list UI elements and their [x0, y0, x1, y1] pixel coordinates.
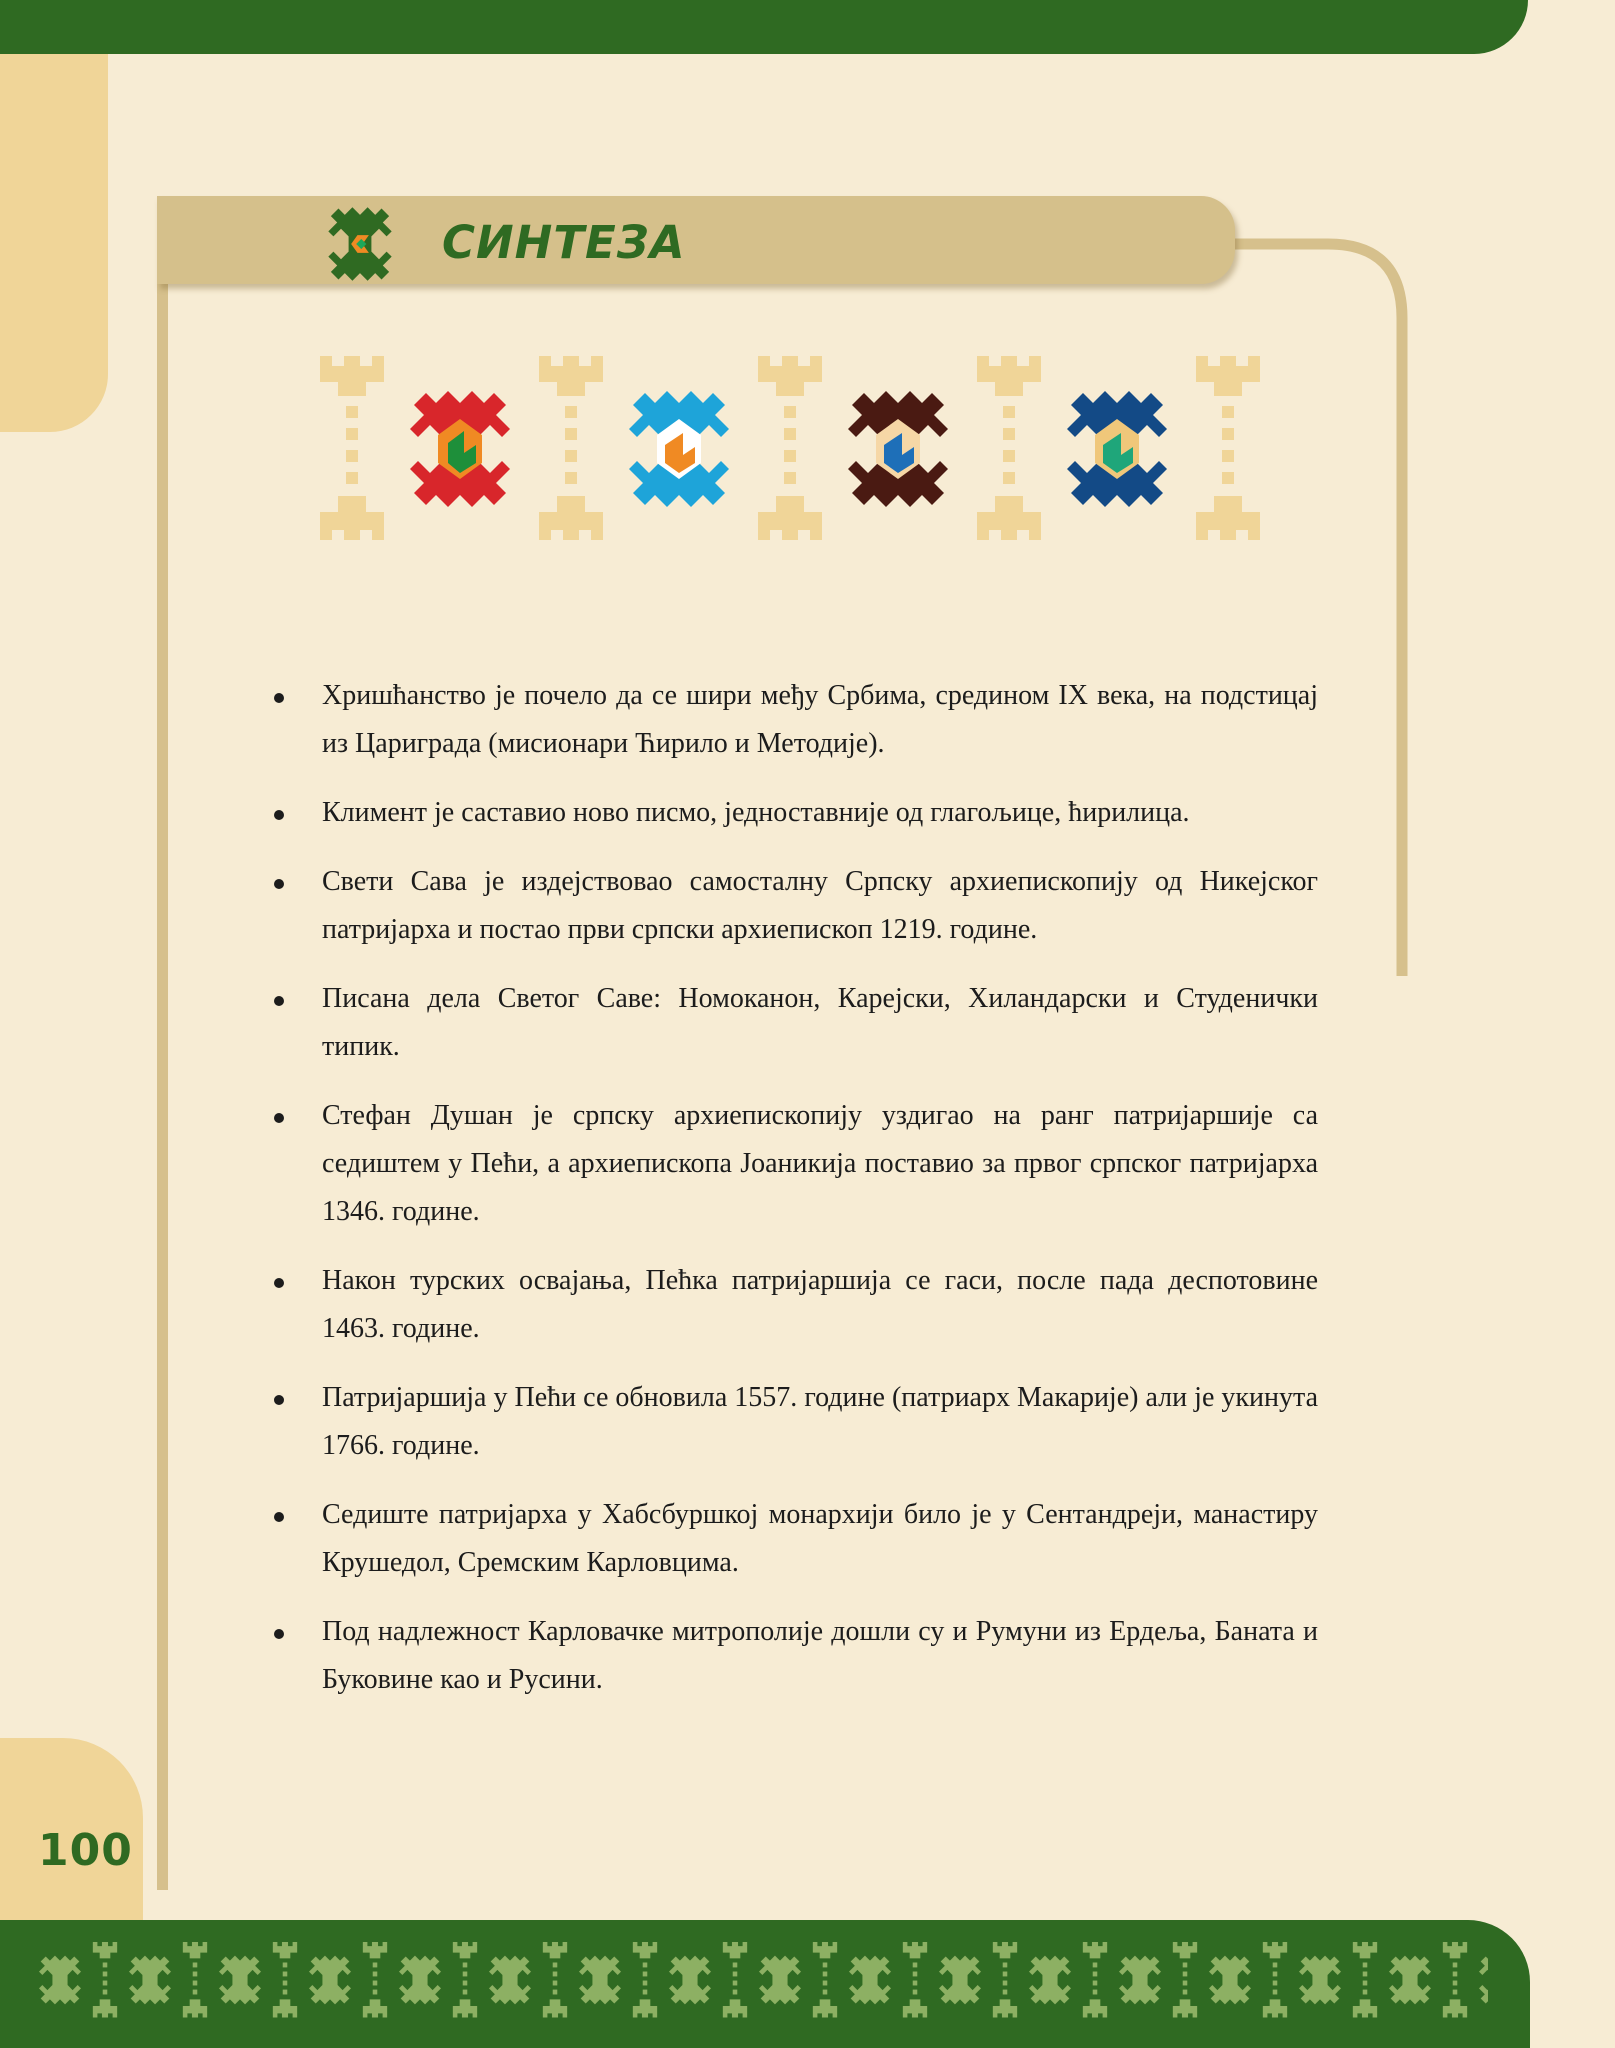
footer-motif-icon [849, 1956, 891, 2005]
footer-motif-icon [759, 1956, 801, 2005]
footer-motif-icon [129, 1956, 171, 2005]
vertical-rule [157, 270, 168, 1890]
list-item [248, 672, 1318, 768]
list-item [248, 858, 1318, 954]
footer-motif-icon [39, 1956, 81, 2005]
tower-ornament-4 [977, 356, 1041, 540]
footer-tower-icon [903, 1942, 927, 2017]
footer-tower-icon [543, 1942, 567, 2017]
footer-motif-icon [579, 1956, 621, 2005]
footer-motif-icon [669, 1956, 711, 2005]
tower-ornament-5 [1196, 356, 1260, 540]
synthesis-ornament-icon [322, 206, 398, 282]
top-bar [0, 0, 1528, 54]
bullet-icon [274, 1512, 284, 1522]
bullet-icon [274, 1278, 284, 1288]
footer-motif-icon [1119, 1956, 1161, 2005]
page-title: СИНТЕЗА [442, 216, 686, 269]
list-item [248, 975, 1318, 1071]
footer-tower-icon [633, 1942, 657, 2017]
footer-tower-icon [1263, 1942, 1287, 2017]
list-item-text: Климент је саставио ново писмо, једноставније од глагољице, ћирилица. [322, 797, 1190, 828]
footer-motif-icon [1299, 1956, 1341, 2005]
footer-tower-icon [1353, 1942, 1377, 2017]
synthesis-bullet-list [248, 672, 1318, 1725]
tower-ornament-1 [320, 356, 384, 540]
footer-tower-icon [453, 1942, 477, 2017]
bullet-icon [274, 1113, 284, 1123]
footer-tower-icon [1083, 1942, 1107, 2017]
list-item-text: Патријаршија у Пећи се обновила 1557. године (патриарх Макарије) али је укинута 1766. године. [322, 1382, 1318, 1461]
bullet-icon [274, 1395, 284, 1405]
list-item [248, 1374, 1318, 1470]
folk-motif-navy-icon [1067, 391, 1167, 507]
list-item-text: Свети Сава је издејствовао самосталну Српску архиепископију од Никејског патријарха и постао први српски архиепископ 1219. године. [322, 866, 1318, 945]
footer-tower-icon [813, 1942, 837, 2017]
list-item-text: Писана дела Светог Саве: Номоканон, Карејски, Хиландарски и Студенички типик. [322, 983, 1318, 1062]
tower-ornament-2 [539, 356, 603, 540]
footer-motif-icon [489, 1956, 531, 2005]
footer-motif-icon [1389, 1956, 1431, 2005]
footer-tower-icon [1443, 1942, 1467, 2017]
footer-motif-icon [1479, 1956, 1488, 2005]
footer-tower-icon [93, 1942, 117, 2017]
bullet-icon [274, 810, 284, 820]
bullet-icon [274, 879, 284, 889]
footer-tower-icon [993, 1942, 1017, 2017]
list-item-text: Седиште патријарха у Хабсбуршкој монархији било је у Сентандреји, манастиру Крушедол, Сремским Карловцима. [322, 1499, 1318, 1578]
list-item-text: Стефан Душан је српску архиепископију уздигао на ранг патријаршије са седиштем у Пећи, а архиепископа Јоаникија поставио за првог српског патријарха 1346. године. [322, 1100, 1318, 1227]
footer-motif-icon [939, 1956, 981, 2005]
footer-motif-icon [219, 1956, 261, 2005]
list-item [248, 1608, 1318, 1704]
footer-tower-icon [183, 1942, 207, 2017]
footer-tower-icon [273, 1942, 297, 2017]
footer-ornament-pattern [38, 1940, 1488, 2020]
list-item-text: Хришћанство је почело да се шири међу Србима, средином IX века, на подстицај из Цариграда (мисионари Ћирило и Методије). [322, 680, 1318, 759]
folk-motif-red-icon [410, 391, 510, 507]
list-item [248, 1092, 1318, 1236]
footer-motif-icon [1029, 1956, 1071, 2005]
page-number: 100 [38, 1825, 133, 1876]
list-item [248, 789, 1318, 837]
bullet-icon [274, 693, 284, 703]
tower-ornament-3 [758, 356, 822, 540]
section-banner [157, 196, 1235, 284]
folk-ornament-row [320, 356, 1260, 542]
list-item [248, 1257, 1318, 1353]
folk-motif-cyan-icon [629, 391, 729, 507]
list-item-text: Под надлежност Карловачке митрополије дошли су и Румуни из Ердеља, Баната и Буковине као и Русини. [322, 1616, 1318, 1695]
footer-tower-icon [723, 1942, 747, 2017]
footer-motif-icon [309, 1956, 351, 2005]
list-item-text: Након турских освајања, Пећка патријаршија се гаси, после пада деспотовине 1463. године. [322, 1265, 1318, 1344]
list-item [248, 1491, 1318, 1587]
left-tab-top [0, 54, 108, 432]
footer-tower-icon [1173, 1942, 1197, 2017]
footer-motif-icon [399, 1956, 441, 2005]
bullet-icon [274, 1629, 284, 1639]
footer-motif-icon [1209, 1956, 1251, 2005]
bullet-icon [274, 996, 284, 1006]
footer-tower-icon [363, 1942, 387, 2017]
folk-motif-brown-icon [848, 391, 948, 507]
